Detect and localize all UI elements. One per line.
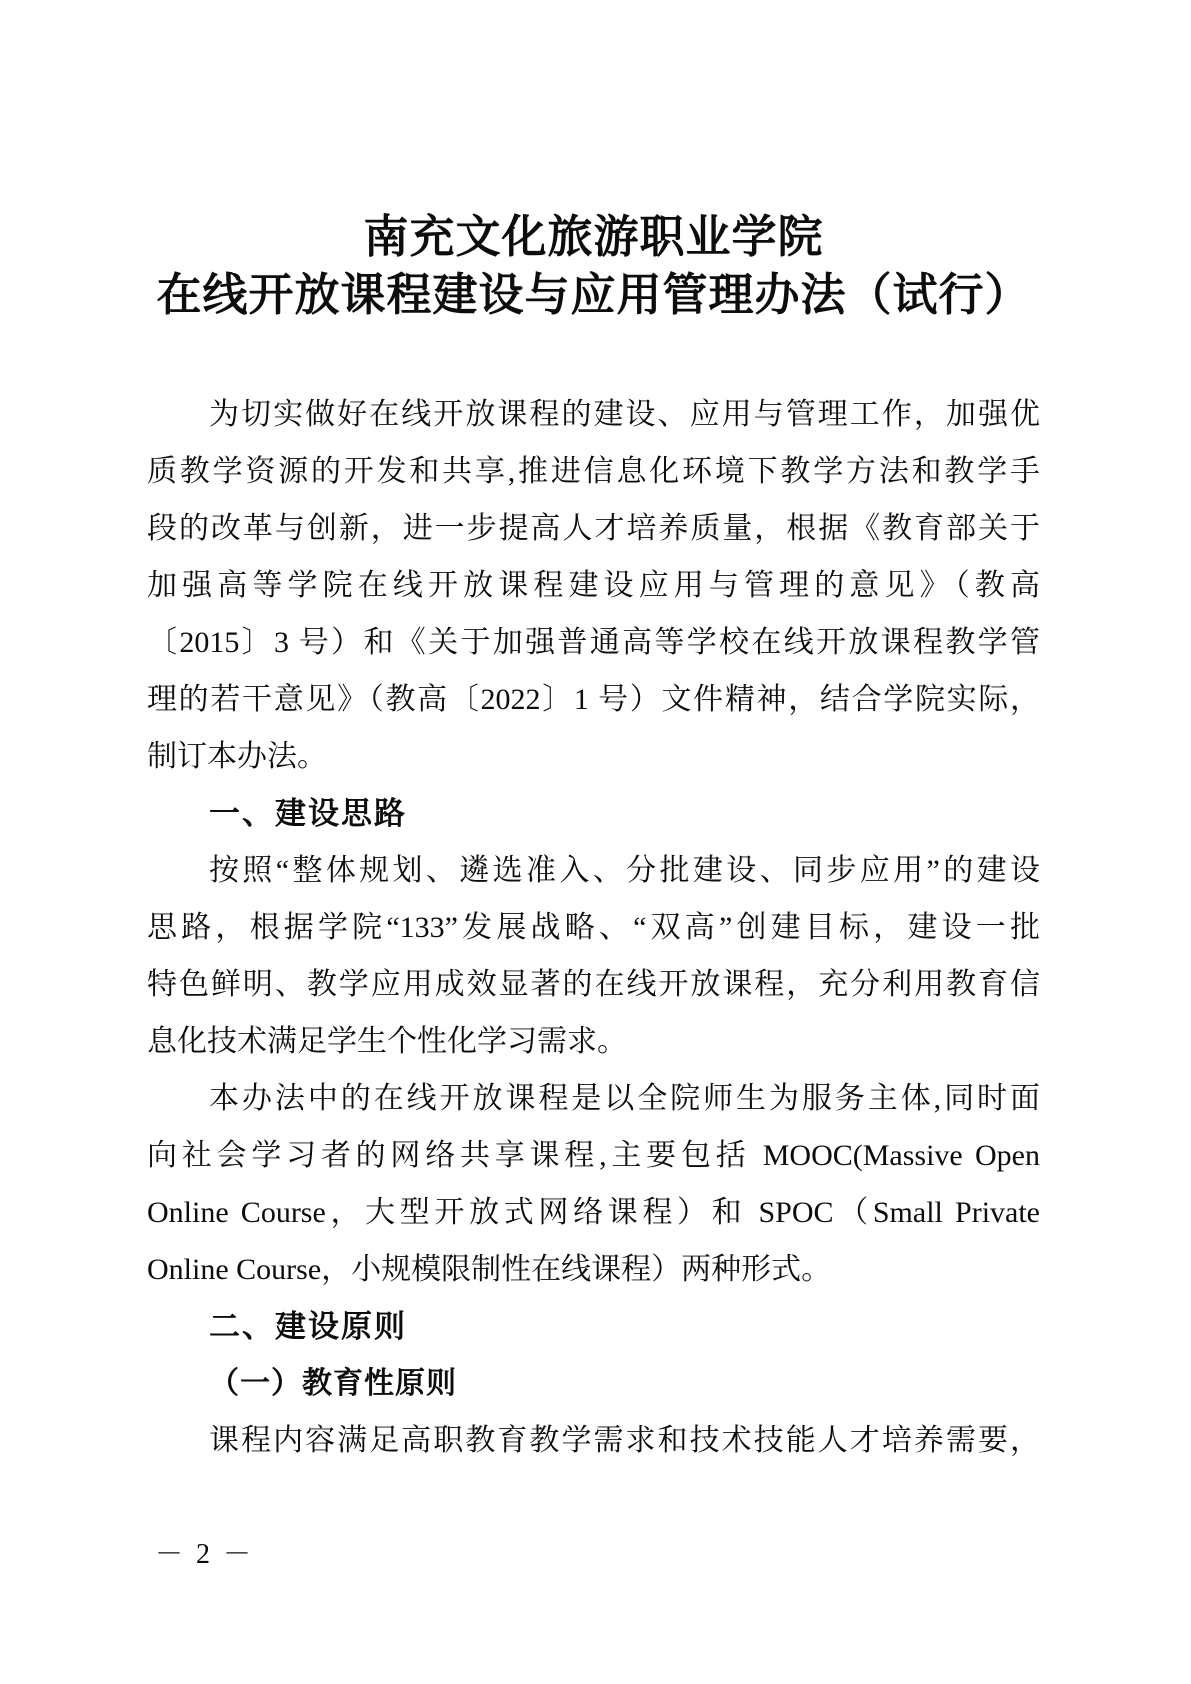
paragraph-line: 制订本办法。 [147, 740, 327, 773]
paragraph-line: 本办法中的在线开放课程是以全院师生为服务主体,同时面 [209, 1082, 1040, 1115]
paragraph-line: 〔2015〕3 号）和《关于加强普通高等学校在线开放课程教学管 [147, 626, 1040, 659]
title-line: 在线开放课程建设与应用管理办法（试行） [156, 270, 1031, 320]
subheading [147, 1355, 1040, 1412]
doc-title [147, 208, 1040, 324]
paragraph-line: 特色鲜明、教学应用成效显著的在线开放课程，充分利用教育信 [147, 968, 1040, 1001]
paragraph-line: 理的若干意见》（教高〔2022〕1 号）文件精神，结合学院实际， [147, 683, 1040, 716]
paragraph-line: 思路，根据学院“133”发展战略、“双高”创建目标，建设一批 [147, 911, 1040, 944]
paragraph [147, 842, 1040, 1070]
subheading-line: （一）教育性原则 [209, 1367, 457, 1400]
heading-line: 二、建设原则 [209, 1309, 407, 1344]
paragraph-line: 课程内容满足高职教育教学需求和技术技能人才培养需要， [209, 1424, 1040, 1457]
paragraph-line: 质教学资源的开发和共享,推进信息化环境下教学方法和教学手 [147, 455, 1040, 488]
paragraph-line: 为切实做好在线开放课程的建设、应用与管理工作，加强优 [209, 398, 1040, 431]
paragraph-line: 加强高等学院在线开放课程建设应用与管理的意见》（教高 [147, 569, 1040, 602]
heading-line: 一、建设思路 [209, 796, 407, 831]
heading [147, 1298, 1040, 1355]
paragraph-line: 段的改革与创新，进一步提高人才培养质量，根据《教育部关于 [147, 512, 1040, 545]
paragraph [147, 1412, 1040, 1469]
paragraph-line: 向社会学习者的网络共享课程,主要包括 MOOC(Massive Open [147, 1139, 1040, 1172]
heading [147, 785, 1040, 842]
page-number: － 2 － [155, 1539, 255, 1570]
paragraph-line: Online Course，大型开放式网络课程）和 SPOC（Small Private [147, 1196, 1040, 1229]
paragraph-line: 息化技术满足学生个性化学习需求。 [147, 1025, 627, 1058]
title-line: 南充文化旅游职业学院 [363, 212, 824, 262]
paragraph [147, 1070, 1040, 1298]
paragraph-line: 按照“整体规划、遴选准入、分批建设、同步应用”的建设 [209, 854, 1040, 887]
paragraph [147, 386, 1040, 785]
blocks [147, 386, 1040, 1469]
page-content [147, 0, 1040, 1469]
paragraph-line: Online Course，小规模限制性在线课程）两种形式。 [147, 1253, 832, 1286]
